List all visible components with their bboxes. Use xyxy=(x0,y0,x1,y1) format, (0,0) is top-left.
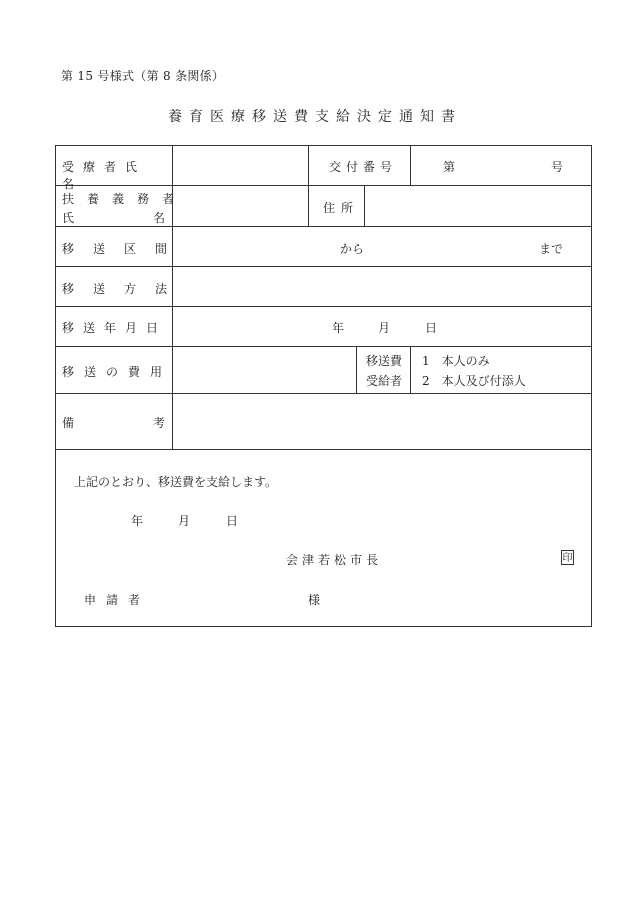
route-from: から xyxy=(340,242,365,256)
cost-label: 移送の費用 xyxy=(62,365,173,379)
row-divider xyxy=(55,346,592,347)
notice-statement: 上記のとおり、移送費を支給します。 xyxy=(74,475,278,489)
date-label: 移送年月日 xyxy=(62,321,168,335)
number-prefix: 第 xyxy=(443,160,456,174)
seal-mark: 印 xyxy=(561,550,574,565)
method-label: 移送方法 xyxy=(62,282,187,296)
payee-option-1: 1 本人のみ xyxy=(422,354,490,368)
column-divider xyxy=(356,346,357,393)
row-divider xyxy=(55,226,592,227)
guardian-label: 扶養義務者 xyxy=(62,192,188,206)
row-divider xyxy=(55,393,592,394)
row-divider xyxy=(55,306,592,307)
document-title: 養育医療移送費支給決定通知書 xyxy=(168,109,462,125)
column-divider xyxy=(410,346,411,393)
notice-day: 日 xyxy=(226,514,239,528)
route-label: 移送区間 xyxy=(62,242,187,256)
row-divider xyxy=(55,266,592,267)
payee-option-2: 2 本人及び付添人 xyxy=(422,374,526,388)
notice-year: 年 xyxy=(131,514,144,528)
remarks-label: 備考 xyxy=(62,416,245,430)
issue-number-label: 交付番号 xyxy=(329,160,398,174)
payee-label: 受給者 xyxy=(366,374,403,388)
address-label: 住所 xyxy=(323,201,360,215)
recipient-name-label: 受療者氏名 xyxy=(62,160,147,191)
date-day: 日 xyxy=(425,321,438,335)
column-divider xyxy=(364,185,365,226)
payee-label: 移送費 xyxy=(366,354,403,368)
issuer-title: 会津若松市長 xyxy=(286,553,383,567)
column-divider xyxy=(410,145,411,185)
date-month: 月 xyxy=(378,321,391,335)
notice-month: 月 xyxy=(178,514,191,528)
guardian-name-label: 氏名 xyxy=(62,211,245,225)
form-number: 第 15 号様式（第 8 条関係） xyxy=(61,69,225,83)
date-year: 年 xyxy=(332,321,345,335)
row-divider xyxy=(55,449,592,450)
honorific: 様 xyxy=(308,593,321,607)
applicant-label: 申請者 xyxy=(84,593,151,607)
column-divider xyxy=(308,145,309,226)
route-to: まで xyxy=(539,242,564,256)
number-suffix: 号 xyxy=(551,160,564,174)
